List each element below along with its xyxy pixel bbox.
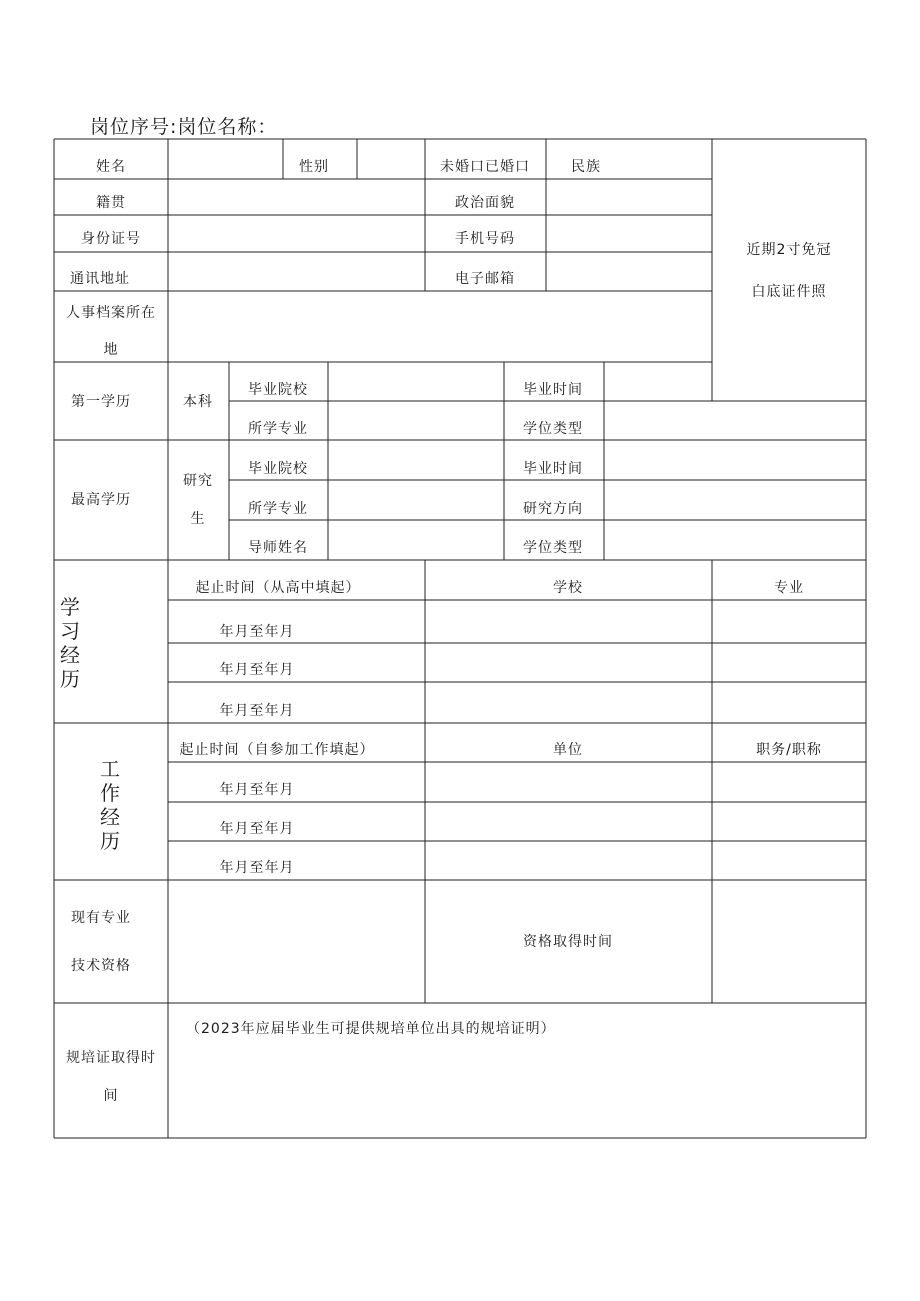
- highest-degree-type-field[interactable]: [605, 521, 865, 559]
- qualification-time-label: 资格取得时间: [523, 934, 613, 950]
- gender-field[interactable]: [358, 140, 424, 178]
- first-degree-type-field[interactable]: [605, 402, 865, 439]
- qualification-label-line1: 现有专业: [71, 910, 131, 926]
- first-degree-major-label: 所学专业: [248, 421, 308, 437]
- photo-placeholder-line1: 近期2寸免冠: [746, 242, 832, 258]
- highest-degree-type-label: 学位类型: [523, 540, 583, 556]
- political-status-label: 政治面貌: [455, 195, 515, 211]
- archive-location-field[interactable]: [169, 292, 711, 361]
- work-time-header: 起止时间（自参加工作填起）: [179, 742, 375, 758]
- training-cert-field[interactable]: [169, 1045, 865, 1137]
- first-degree-school-label: 毕业院校: [248, 382, 308, 398]
- highest-degree-level-line2: 生: [190, 511, 206, 527]
- first-degree-label: 第一学历: [71, 394, 131, 410]
- study-major-header: 专业: [774, 580, 804, 596]
- highest-degree-label: 最高学历: [71, 492, 131, 508]
- qualification-time-field[interactable]: [713, 881, 865, 1002]
- archive-location-label-line1: 人事档案所在: [66, 305, 156, 321]
- work-row-3-time[interactable]: 年月至年月: [219, 860, 295, 876]
- native-place-label: 籍贯: [96, 195, 126, 211]
- training-cert-note: （2023年应届毕业生可提供规培单位出具的规培证明）: [186, 1021, 556, 1037]
- archive-location-label-line2: 地: [103, 342, 119, 358]
- qualification-field[interactable]: [169, 881, 424, 1002]
- first-degree-level: 本科: [183, 394, 213, 410]
- highest-degree-major-field[interactable]: [329, 481, 503, 519]
- gender-label: 性别: [299, 159, 329, 175]
- form-header-title: 岗位序号:岗位名称：: [90, 116, 278, 138]
- training-cert-label-line2: 间: [103, 1088, 119, 1104]
- id-number-label: 身份证号: [81, 231, 141, 247]
- work-history-label: 工作经历: [100, 757, 120, 853]
- study-row-1-time[interactable]: 年月至年月: [219, 624, 295, 640]
- advisor-name-label: 导师姓名: [248, 540, 308, 556]
- advisor-name-field[interactable]: [329, 521, 503, 559]
- work-row-2-time[interactable]: 年月至年月: [219, 821, 295, 837]
- highest-degree-grad-time-label: 毕业时间: [523, 461, 583, 477]
- highest-degree-school-label: 毕业院校: [248, 461, 308, 477]
- work-unit-header: 单位: [553, 742, 583, 758]
- qualification-label-line2: 技术资格: [71, 958, 131, 974]
- highest-degree-grad-time-field[interactable]: [605, 441, 865, 479]
- name-field[interactable]: [169, 140, 282, 178]
- first-degree-school-field[interactable]: [329, 363, 503, 400]
- first-degree-grad-time-field[interactable]: [605, 363, 711, 400]
- first-degree-grad-time-label: 毕业时间: [523, 382, 583, 398]
- highest-degree-level-line1: 研究: [183, 473, 213, 489]
- training-cert-label-line1: 规培证取得时: [66, 1050, 156, 1066]
- address-field[interactable]: [169, 253, 424, 290]
- study-row-2-time[interactable]: 年月至年月: [219, 662, 295, 678]
- ethnicity-label: 民族: [571, 159, 601, 175]
- work-row-1-time[interactable]: 年月至年月: [219, 782, 295, 798]
- study-history-label: 学习经历: [60, 595, 80, 691]
- work-title-header: 职务/职称: [756, 742, 822, 758]
- email-label: 电子邮箱: [455, 271, 515, 287]
- native-place-field[interactable]: [169, 180, 424, 214]
- highest-degree-major-label: 所学专业: [248, 501, 308, 517]
- first-degree-major-field[interactable]: [329, 402, 503, 439]
- highest-degree-school-field[interactable]: [329, 441, 503, 479]
- id-number-field[interactable]: [169, 216, 424, 251]
- name-label: 姓名: [96, 159, 126, 175]
- phone-field[interactable]: [547, 216, 711, 251]
- phone-label: 手机号码: [455, 231, 515, 247]
- address-label: 通讯地址: [70, 271, 130, 287]
- photo-box[interactable]: [713, 140, 865, 400]
- political-status-field[interactable]: [547, 180, 711, 214]
- research-direction-label: 研究方向: [523, 501, 583, 517]
- study-school-header: 学校: [553, 580, 583, 596]
- photo-placeholder-line2: 白底证件照: [751, 284, 827, 300]
- study-time-header: 起止时间（从高中填起）: [195, 580, 361, 596]
- email-field[interactable]: [547, 253, 711, 290]
- research-direction-field[interactable]: [605, 481, 865, 519]
- first-degree-type-label: 学位类型: [523, 421, 583, 437]
- marital-status-options[interactable]: 未婚口已婚口: [440, 159, 530, 175]
- study-row-3-time[interactable]: 年月至年月: [219, 703, 295, 719]
